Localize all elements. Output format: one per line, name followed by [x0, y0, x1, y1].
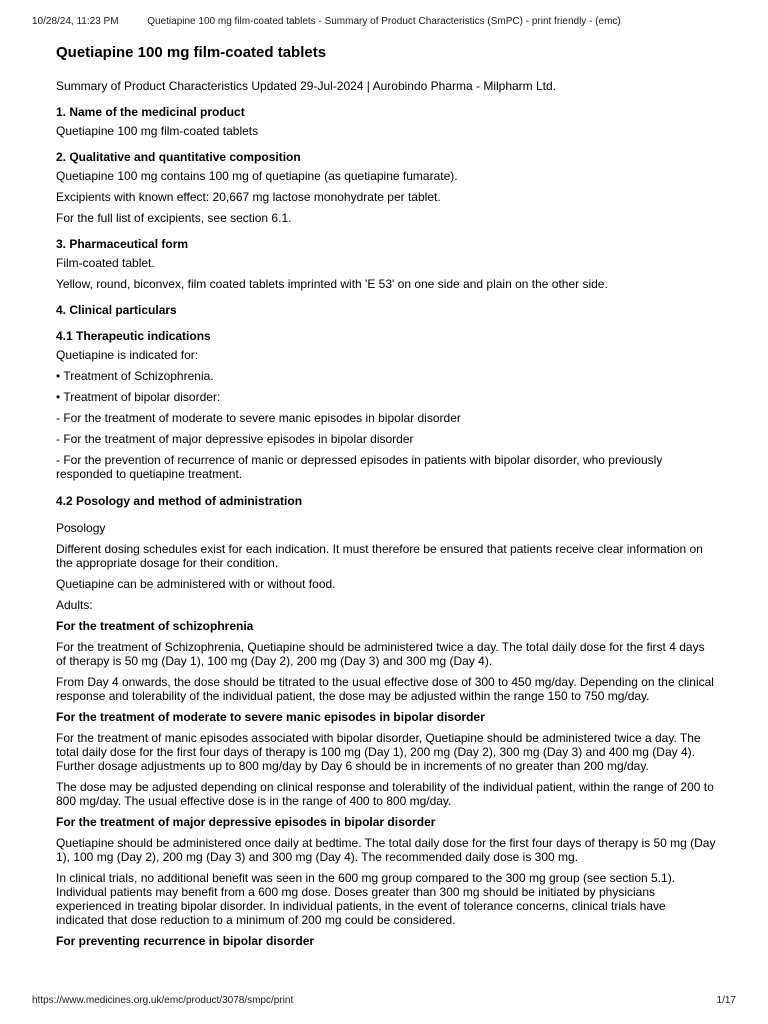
section-1-text: Quetiapine 100 mg film-coated tablets: [56, 124, 259, 138]
section-2-heading: 2. Qualitative and quantitative composition: [56, 150, 301, 164]
document-meta: Summary of Product Characteristics Updated 29-Jul-2024 | Aurobindo Pharma - Milpharm Ltd.: [56, 79, 557, 93]
print-datetime: 10/28/24, 11:23 PM: [32, 16, 119, 27]
section-4-2-heading: 4.2 Posology and method of administration: [56, 494, 303, 508]
section-4-2-text: Adults:: [56, 598, 93, 612]
section-3-text: Yellow, round, biconvex, film coated tablets imprinted with 'E 53' on one side and plain on the other side.: [56, 277, 608, 291]
document-title: Quetiapine 100 mg film-coated tablets: [56, 44, 327, 61]
section-4-1-text: Quetiapine is indicated for:: [56, 348, 199, 362]
section-4-2-text: Different dosing schedules exist for each indication. It must therefore be ensured that patients receive clear information on the appropriate dosage for their condition.: [56, 542, 703, 570]
document-body: [56, 40, 716, 955]
print-footer: [0, 995, 768, 1009]
depressive-subheading: For the treatment of major depressive episodes in bipolar disorder: [56, 815, 436, 829]
print-header: [0, 16, 768, 30]
indication-item: • Treatment of bipolar disorder:: [56, 390, 221, 404]
section-4-2-text: Posology: [56, 521, 106, 535]
manic-text: For the treatment of manic episodes associated with bipolar disorder, Quetiapine should be administered twice a day. The total daily dose for the first four days of therapy is 100 mg (Day 1), 200 mg (Day 2), 300 mg (Day 3) and 400 mg (Day 4). Further dosage adjustments up to 800 mg/day by Day 6 should be in increments of no greater than 200 mg/day.: [56, 731, 701, 773]
schizophrenia-text: For the treatment of Schizophrenia, Quetiapine should be administered twice a day. The total daily dose for the first 4 days of therapy is 50 mg (Day 1), 100 mg (Day 2), 200 mg (Day 3) and 300 mg (Day 4).: [56, 640, 705, 668]
schizophrenia-subheading: For the treatment of schizophrenia: [56, 619, 254, 633]
page-number: 1/17: [716, 995, 736, 1006]
indication-item: • Treatment of Schizophrenia.: [56, 369, 214, 383]
depressive-text: In clinical trials, no additional benefit was seen in the 600 mg group compared to the 300 mg group (see section 5.1). Individual patients may benefit from a 600 mg dose. Doses greater than 300 mg should be initiated by physicians experienced in treating bipolar disorder. In individual patients, in the event of tolerance concerns, clinical trials have indicated that dose reduction to a minimum of 200 mg could be considered.: [56, 871, 676, 927]
manic-text: The dose may be adjusted depending on clinical response and tolerability of the individual patient, within the range of 200 to 800 mg/day. The usual effective dose is in the range of 400 to 800 mg/day.: [56, 780, 714, 808]
indication-item: - For the treatment of major depressive episodes in bipolar disorder: [56, 432, 414, 446]
manic-subheading: For the treatment of moderate to severe manic episodes in bipolar disorder: [56, 710, 485, 724]
section-4-heading: 4. Clinical particulars: [56, 303, 177, 317]
section-1-heading: 1. Name of the medicinal product: [56, 105, 245, 119]
depressive-text: Quetiapine should be administered once daily at bedtime. The total daily dose for the first four days of therapy is 50 mg (Day 1), 100 mg (Day 2), 200 mg (Day 3) and 300 mg (Day 4). The recommended daily dose is 300 mg.: [56, 836, 716, 864]
indication-item: - For the treatment of moderate to severe manic episodes in bipolar disorder: [56, 411, 461, 425]
section-2-text: Quetiapine 100 mg contains 100 mg of quetiapine (as quetiapine fumarate).: [56, 169, 458, 183]
section-2-text: Excipients with known effect: 20,667 mg lactose monohydrate per tablet.: [56, 190, 441, 204]
print-url: https://www.medicines.org.uk/emc/product/3078/smpc/print: [32, 995, 294, 1006]
section-2-text: For the full list of excipients, see section 6.1.: [56, 211, 292, 225]
section-4-2-text: Quetiapine can be administered with or without food.: [56, 577, 336, 591]
section-3-text: Film-coated tablet.: [56, 256, 155, 270]
indication-item: - For the prevention of recurrence of manic or depressed episodes in patients with bipolar disorder, who previously responded to quetiapine treatment.: [56, 453, 663, 481]
recurrence-subheading: For preventing recurrence in bipolar disorder: [56, 934, 315, 948]
section-3-heading: 3. Pharmaceutical form: [56, 237, 189, 251]
print-page-title: Quetiapine 100 mg film-coated tablets - Summary of Product Characteristics (SmPC) - print friendly - (emc): [147, 16, 621, 27]
section-4-1-heading: 4.1 Therapeutic indications: [56, 329, 211, 343]
schizophrenia-text: From Day 4 onwards, the dose should be titrated to the usual effective dose of 300 to 450 mg/day. Depending on the clinical response and tolerability of the individual patient, the dose may be adjusted within the range 150 to 750 mg/day.: [56, 675, 714, 703]
